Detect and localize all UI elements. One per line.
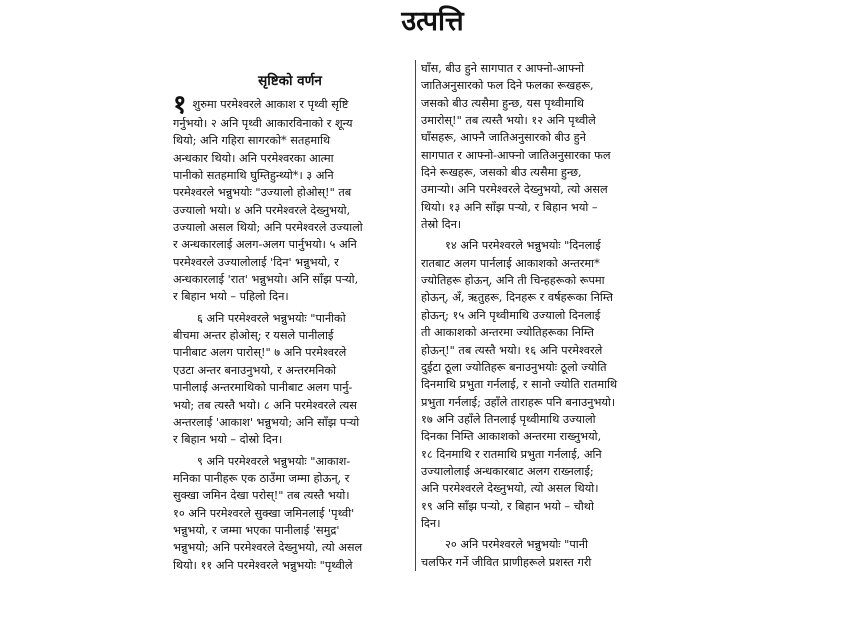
paragraph <box>173 95 407 306</box>
text-line: १ शुरुमा परमेश्वरले आकाश र पृथ्वी सृष्टि <box>173 95 349 120</box>
right-column <box>415 60 658 571</box>
text-line: रातबाट अलग पार्नलाई आकाशको अन्तरमा* <box>421 256 600 270</box>
text-line: दिनमाथि प्रभुता गर्नलाई, र सानो ज्योति रातमाथि <box>421 378 618 392</box>
text-line: ज्योतिहरू होऊन्, अनि ती चिन्हहरूको रूपमा <box>421 274 605 288</box>
text-line: घाँसहरू, आफ्नै जातिअनुसारको बीउ हुने <box>421 131 586 145</box>
paragraph <box>173 453 407 574</box>
text-line: पानीबाट अलग पारोस्!" ७ अनि परमेश्वरले <box>173 346 347 360</box>
text-line: ६ अनि परमेश्वरले भन्नुभयोः "पानीको <box>197 311 346 325</box>
text-line: भन्नुभयो, र जम्मा भएका पानीलाई 'समुद्र' <box>173 523 340 537</box>
text-line: अनि परमेश्वरले देख्नुभयो, त्यो असल थियो। <box>421 482 599 496</box>
text-line: थियो। ११ अनि परमेश्वरले भन्नुभयोः "पृथ्वीले <box>173 558 353 572</box>
text-line: उज्यालो भयो। ४ अनि परमेश्वरले देख्नुभयो, <box>173 203 351 217</box>
text-line: दुईटा ठूला ज्योतिहरू बनाउनुभयोः ठूलो ज्योति <box>421 360 607 374</box>
text-line: र बिहान भयो – पहिलो दिन। <box>173 290 289 304</box>
text-line: र अन्धकारलाई अलग-अलग पार्नुभयो। ५ अनि <box>173 238 357 252</box>
text-line: ती आकाशको अन्तरमा ज्योतिहरूका निम्ति <box>421 326 594 340</box>
text-line: दिने रूखहरू, जसको बीउ त्यसैमा हुन्छ, <box>421 166 582 180</box>
text-line: २० अनि परमेश्वरले भन्नुभयोः "पानी <box>445 538 588 552</box>
text-line: थियो; अनि गहिरा सागरको* सतहमाथि <box>173 134 331 148</box>
text-line: तेस्रो दिन। <box>421 218 462 232</box>
text-line: १४ अनि परमेश्वरले भन्नुभयोः "दिनलाई <box>445 239 601 253</box>
text-line: बीचमा अन्तर होओस्; र यसले पानीलाई <box>173 329 334 343</box>
paragraph <box>421 237 658 532</box>
text-line: र बिहान भयो – दोस्रो दिन। <box>173 433 283 447</box>
text-line: उमारोस्!" तब त्यस्तै भयो। १२ अनि पृथ्वीले <box>421 114 596 128</box>
text-line: उज्यालोलाई अन्धकारबाट अलग राख्नलाई; <box>421 464 594 478</box>
text-line: अन्तरलाई 'आकाश' भन्नुभयो; अनि साँझ पऱ्यो <box>173 415 360 429</box>
text-line: सागपात र आफ्नो-आफ्नो जातिअनुसारका फल <box>421 148 611 162</box>
text-line: होऊन्; १५ अनि पृथ्वीमाथि उज्यालो दिनलाई <box>421 308 601 322</box>
text-line: १० अनि परमेश्वरले सुक्खा जमिनलाई 'पृथ्वी' <box>173 506 355 520</box>
text-line: भन्नुभयो; अनि परमेश्वरले देख्नुभयो, त्यो असल <box>173 541 363 555</box>
text-line: उज्यालो असल थियो; अनि परमेश्वरले उज्यालो <box>173 221 363 235</box>
text-line: १८ दिनमाथि र रातमाथि प्रभुता गर्नलाई, अनि <box>421 447 602 461</box>
paragraph <box>421 536 658 571</box>
text-line: सुक्खा जमिन देखा परोस्!" तब त्यस्तै भयो। <box>173 489 350 503</box>
text-line: दिन। <box>421 516 441 530</box>
chapter-number: १ <box>173 95 187 120</box>
paragraph <box>173 310 407 449</box>
text-line: अन्धकारलाई 'रात' भन्नुभयो। अनि साँझ पऱ्यो, <box>173 273 359 287</box>
text-line: १७ अनि उहाँले तिनलाई पृथ्वीमाथि उज्यालो <box>421 412 596 426</box>
text-line: अन्धकार थियो। अनि परमेश्वरका आत्मा <box>173 151 334 165</box>
page-title: उत्पत्ति <box>401 6 464 37</box>
text-line: घाँस, बीउ हुने सागपात र आफ्नो-आफ्नो <box>421 62 585 75</box>
text-line: भयो; तब त्यस्तै भयो। ८ अनि परमेश्वरले त्यस <box>173 398 357 412</box>
text-line: होऊन्, अँ, ऋतुहरू, दिनहरू र वर्षहरूका निम्ति <box>421 291 613 305</box>
text-line: होऊन्!" तब त्यस्तै भयो। १६ अनि परमेश्वरले <box>421 343 603 357</box>
text-line: गर्नुभयो। २ अनि पृथ्वी आकारविनाको र शून्य <box>173 117 353 130</box>
text-line: ९ अनि परमेश्वरले भन्नुभयोः "आकाश- <box>197 454 351 468</box>
paragraph <box>421 60 658 233</box>
left-column <box>173 60 407 574</box>
text-line: चलफिर गर्ने जीवित प्राणीहरूले प्रशस्त गरी <box>421 555 592 569</box>
text-line: परमेश्वरले भन्नुभयोः "उज्यालो होओस्!" तब <box>173 186 352 200</box>
text-line: उमाऱ्यो। अनि परमेश्वरले देख्नुभयो, त्यो असल <box>421 183 608 197</box>
section-heading: सृष्टिको वर्णन <box>258 73 322 89</box>
text-line: परमेश्वरले उज्यालोलाई 'दिन' भन्नुभयो, र <box>173 255 339 269</box>
text-line: दिनका निम्ति आकाशको अन्तरमा राख्नुभयो, <box>421 430 602 444</box>
text-line: १९ अनि साँझ पऱ्यो, र बिहान भयो – चौथो <box>421 499 594 513</box>
text-line: पानीलाई अन्तरमाथिको पानीबाट अलग पार्नु- <box>173 381 353 395</box>
text-line: मनिका पानीहरू एक ठाउँमा जम्मा होऊन्, र <box>173 471 350 485</box>
text-line: एउटा अन्तर बनाउनुभयो, र अन्तरमनिको <box>173 363 337 377</box>
text-line: प्रभुता गर्नलाई; उहाँले ताराहरू पनि बनाउनुभयो। <box>421 395 616 409</box>
text-line: जसको बीउ त्यसैमा हुन्छ, यस पृथ्वीमाथि <box>421 96 585 110</box>
text-line: पानीको सतहमाथि घुम्तिहुन्थ्यो*। ३ अनि <box>173 169 334 183</box>
text-line: थियो। १३ अनि साँझ पऱ्यो, र बिहान भयो – <box>421 200 598 214</box>
text-line: जातिअनुसारको फल दिने फलका रूखहरू, <box>421 79 594 93</box>
